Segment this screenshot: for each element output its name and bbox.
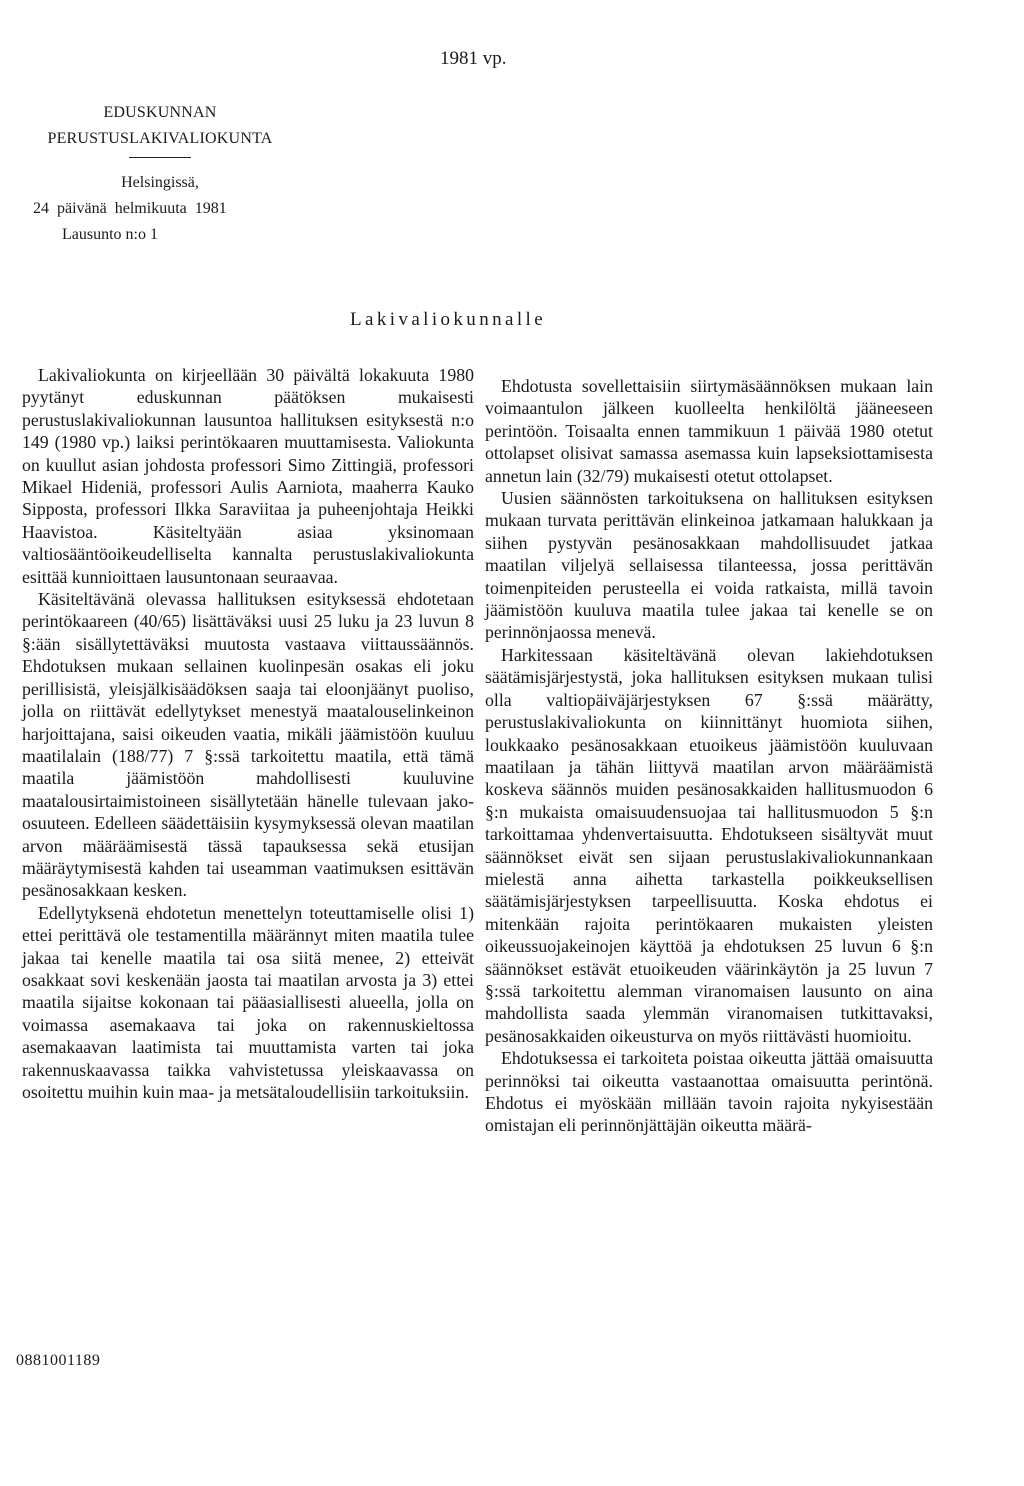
city: Helsingissä, — [121, 174, 199, 191]
statement-number: Lausunto n:o 1 — [62, 226, 158, 243]
heading-divider — [129, 157, 191, 158]
date: 24 päivänä helmikuuta 1981 — [33, 200, 227, 217]
page-number: 1981 vp. — [440, 48, 507, 69]
paragraph: Käsiteltävänä olevassa hallituksen esityksessä ehdotetaan perintökaareen (40/65) lisättäväksi uusi 25 luku ja 23 luvun 8 §:ään sisällytettäväksi muutosta vastaava viittaussäännös. Ehdotuksen mukaan sellainen kuolinpesän osakas eli joku perillisistä, yleisjälkisäädöksen saaja tai eloonjäänyt puoliso, jolla on riittävät edellytykset menestyä maatalouselinkeinon harjoittajana, saisi oikeuden vaatia, mikäli jäämistöön kuuluu maatilalain (188/77) 7 §:ssä tarkoitettu maatila, että tämä maatila jäämistöön mahdollisesti kuuluvine maatalousirtaimistoineen sisällytetään hänelle tulevaan jako-osuuteen. Edelleen säädettäisiin kysymyksessä olevan maatilan arvon määräämisestä tässä tapauksessa sekä etusijan määräytymisestä kahden tai useamman vaatimuksen esittävän pesänosakkaan kesken. — [22, 589, 474, 901]
document-code: 0881001189 — [16, 1352, 101, 1369]
paragraph: Ehdotuksessa ei tarkoiteta poistaa oikeutta jättää omaisuutta perinnöksi tai oikeutta vastaanottaa omaisuutta perintönä. Ehdotus ei myöskään millään tavoin rajoita nykyisestään omistajan eli perinnönjättäjän oikeutta määrä- — [485, 1048, 933, 1136]
committee-line-name: PERUSTUSLAKIVALIOKUNTA — [47, 130, 273, 147]
paragraph: Uusien säännösten tarkoituksena on hallituksen esityksen mukaan turvata perittävän elinkeinoa jatkamaan halukkaan ja siihen pystyvän pesänosakkaan mahdollisuudet jatkaa maatilan viljelyä sellaisessa tilanteessa, jossa perittävän toimenpiteiden perusteella ei voida ratkaista, millä tavoin jäämistöön kuuluva maatila tulee jakaa tai kenelle se on perinnönjaossa menevä. — [485, 488, 933, 643]
committee-heading — [18, 100, 302, 152]
committee-line-parliament: EDUSKUNNAN — [103, 104, 217, 121]
paragraph: Lakivaliokunta on kirjeellään 30 päivältä lokakuuta 1980 pyytänyt eduskunnan päätöksen mukaisesti perustuslakivaliokunnan lausuntoa hallituksen esityksestä n:o 149 (1980 vp.) laiksi perintökaaren muuttamisesta. Valiokunta on kuullut asian johdosta professori Simo Zittingiä, professori Mikael Hideniä, professori Aulis Aarniota, maaherra Kauko Sipposta, professori Ilkka Saraviitaa ja puheenjohtaja Heikki Haavistoa. Käsiteltyään asiaa yksinomaan valtiosääntöoikeudelliselta kannalta perustuslakivaliokunta esittää kunnioittaen lausuntonaan seuraavaa. — [22, 365, 474, 587]
addressee: Lakivaliokunnalle — [350, 309, 547, 330]
paragraph: Harkitessaan käsiteltävänä olevan lakiehdotuksen säätämisjärjestystä, joka hallituksen esityksen mukaan tulisi olla valtiopäiväjärjestyksen 67 §:ssä määrätty, perustuslakivaliokunta on kiinnittänyt huomiota siihen, loukkaako pesänosakkaan etuoikeus jäämistöön kuuluvaan maatilaan ja tähän liittyvä maatilan arvon määräämistä koskeva säännös muiden pesänosakkaiden hallitusmuodon 6 §:n mukaista omaisuudensuojaa tai hallitusmuodon 5 §:n tarkoittamaa yhdenvertaisuutta. Ehdotukseen sisältyvät muut säännökset eivät sen sijaan perustuslakivaliokunnankaan mielestä anna aihetta tarkastella poikkeuksellisen säätämisjärjestyksen tarpeellisuutta. Koska ehdotus ei mitenkään rajoita perintökaaren mukaisten yleisten oikeussuojakeinojen käyttöä ja ehdotuksen 25 luvun 6 §:n säännökset estävät etuoikeuden väärinkäytön ja 25 luvun 7 §:ssä tarkoitettu alemman viranomaisen lausunto on aina mahdollista saada ylemmän viranomaisen tutkittavaksi, pesänosakkaiden oikeusturva on myös riittävästi huomioitu. — [485, 644, 933, 1046]
right-column — [485, 375, 933, 1137]
place-and-date — [0, 170, 320, 248]
left-column — [22, 364, 474, 1103]
paragraph: Edellytyksenä ehdotetun menettelyn toteuttamiselle olisi 1) ettei perittävä ole testamentilla määrännyt miten maatila tulee jakaa tai kenelle maatila tai osa siitä menee, 2) etteivät osakkaat sovi keskenään jaosta tai maatilan arvosta ja 3) ettei maatila sijaitse kokonaan tai pääasiallisesti alueella, jolla on voimassa asemakaava tai joka on rakennuskieltossa asemakaavan laatimista tai muuttamista varten tai joka rakennuskaavassa taikka vahvistetussa yleiskaavassa on osoitettu muihin kuin maa- ja metsätaloudellisiin tarkoituksiin. — [22, 902, 474, 1102]
paragraph: Ehdotusta sovellettaisiin siirtymäsäännöksen mukaan lain voimaantulon jälkeen kuolleelta henkilöltä jääneeseen perintöön. Toisaalta ennen tammikuun 1 päivää 1980 otetut ottolapset olisivat samassa asemassa kuin lapseksiottamisesta annetun lain (32/79) mukaisesti otetut ottolapset. — [485, 376, 933, 486]
